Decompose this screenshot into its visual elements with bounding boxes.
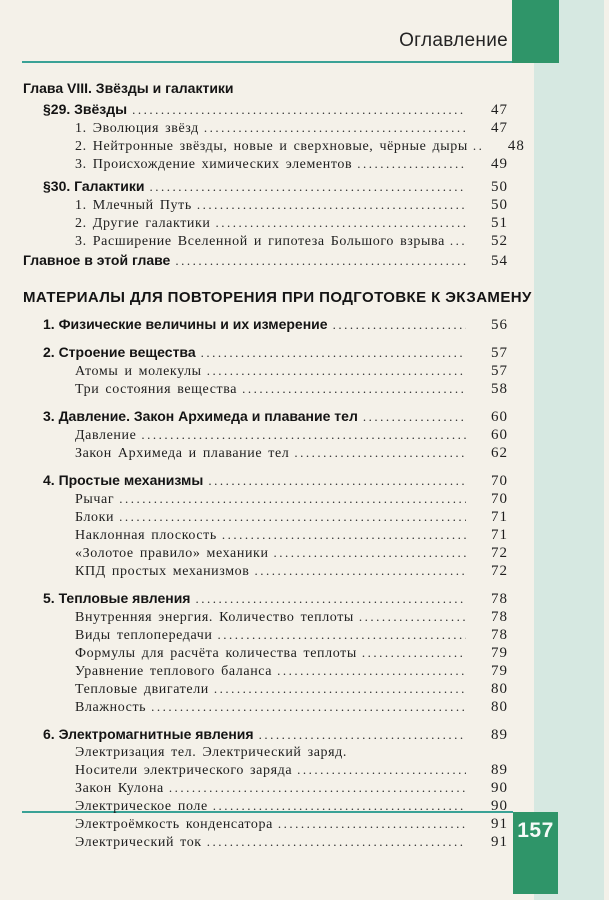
toc-row (23, 780, 508, 797)
toc-row (23, 834, 508, 851)
dot-leader (197, 197, 466, 214)
toc-row (23, 726, 508, 744)
dot-leader (278, 816, 466, 833)
toc-row (23, 252, 508, 270)
page-edge-strip (534, 0, 604, 900)
toc-entry-page: 47 (491, 102, 508, 118)
toc-entry-label: Электрическое поле (75, 799, 208, 814)
toc-row (23, 472, 508, 490)
dot-leader (119, 491, 466, 508)
toc-entry-page: 78 (491, 609, 508, 625)
toc-entry-label: Формулы для расчёта количества теплоты (75, 646, 357, 661)
toc-entry-page: 60 (491, 409, 508, 425)
toc-entry-page: 80 (491, 699, 508, 715)
toc-row (23, 527, 508, 544)
dot-leader (333, 317, 466, 334)
dot-leader (119, 509, 466, 526)
table-of-contents (23, 80, 532, 851)
dot-leader (363, 409, 466, 426)
toc-entry-label: 3. Расширение Вселенной и гипотеза Большого взрыва (75, 234, 445, 249)
toc-row (23, 80, 508, 96)
header-rule (22, 61, 512, 63)
toc-entry-label: §30. Галактики (43, 178, 145, 194)
dot-leader (473, 138, 483, 155)
toc-row (23, 445, 508, 462)
toc-entry-label: 4. Простые механизмы (43, 472, 204, 488)
toc-entry-label: 3. Происхождение химических элементов (75, 157, 353, 172)
toc-entry-label: 5. Тепловые явления (43, 590, 191, 606)
toc-entry-label: МАТЕРИАЛЫ ДЛЯ ПОВТОРЕНИЯ ПРИ ПОДГОТОВКЕ К ЭКЗАМЕНУ (23, 289, 532, 306)
toc-entry-label: 6. Электромагнитные явления (43, 726, 254, 742)
toc-entry-label: Внутренняя энергия. Количество теплоты (75, 610, 354, 625)
toc-entry-page: 71 (491, 509, 508, 525)
toc-entry-page: 49 (491, 156, 508, 172)
toc-entry-label: Три состояния вещества (75, 382, 238, 397)
dot-leader (297, 762, 466, 779)
toc-row (23, 101, 508, 119)
toc-entry-label: Рычаг (75, 492, 115, 507)
toc-row (23, 798, 508, 815)
toc-entry-page: 72 (491, 563, 508, 579)
toc-row (23, 344, 508, 362)
dot-leader (362, 645, 466, 662)
toc-entry-page: 48 (507, 138, 525, 154)
toc-row (23, 627, 508, 644)
toc-row (23, 590, 508, 608)
dot-leader (357, 156, 466, 173)
dot-leader (254, 563, 466, 580)
toc-entry-label: Влажность (75, 700, 147, 715)
exam-heading (23, 289, 532, 306)
toc-entry-label: Атомы и молекулы (75, 364, 202, 379)
toc-entry-page: 50 (491, 197, 508, 213)
toc-row (23, 427, 508, 444)
corner-tab-top (512, 0, 559, 63)
toc-row (23, 545, 508, 562)
toc-entry-label: Тепловые двигатели (75, 682, 209, 697)
dot-leader (450, 233, 466, 250)
toc-entry-label: «Золотое правило» механики (75, 546, 269, 561)
dot-leader (151, 699, 466, 716)
dot-leader (259, 727, 466, 744)
toc-row (23, 381, 508, 398)
toc-row (23, 197, 508, 214)
page-number: 157 (517, 819, 554, 842)
toc-entry-label: Блоки (75, 510, 115, 525)
toc-entry-page: 80 (491, 681, 508, 697)
toc-entry-label: 3. Давление. Закон Архимеда и плавание тел (43, 408, 358, 424)
toc-entry-page: 47 (491, 120, 508, 136)
dot-leader (207, 834, 466, 851)
toc-entry-label: Уравнение теплового баланса (75, 664, 273, 679)
toc-row (23, 609, 508, 626)
toc-entry-page: 90 (491, 780, 508, 796)
toc-entry-label: Носители электрического заряда (75, 763, 293, 778)
toc-row (23, 233, 508, 250)
toc-entry-page: 91 (491, 834, 508, 850)
toc-entry-page: 57 (491, 363, 508, 379)
dot-leader (277, 663, 466, 680)
dot-leader (214, 681, 466, 698)
toc-entry-label: Электроёмкость конденсатора (75, 817, 273, 832)
toc-entry-page: 78 (491, 591, 508, 607)
toc-row (23, 745, 508, 761)
toc-entry-page: 58 (491, 381, 508, 397)
dot-leader (359, 609, 466, 626)
toc-entry-page: 56 (491, 317, 508, 333)
dot-leader (195, 591, 466, 608)
toc-row (23, 408, 508, 426)
toc-row (23, 816, 508, 833)
toc-entry-page: 90 (491, 798, 508, 814)
dot-leader (216, 215, 466, 232)
dot-leader (141, 427, 466, 444)
toc-entry-label: Виды теплопередачи (75, 628, 213, 643)
dot-leader (204, 120, 466, 137)
dot-leader (201, 345, 466, 362)
dot-leader (213, 798, 466, 815)
toc-entry-page: 54 (491, 253, 508, 269)
toc-row (23, 699, 508, 716)
toc-entry-page: 60 (491, 427, 508, 443)
toc-entry-label: §29. Звёзды (43, 101, 128, 117)
toc-entry-page: 72 (491, 545, 508, 561)
toc-entry-label: Электризация тел. Электрический заряд. (75, 745, 348, 760)
dot-leader (149, 179, 466, 196)
toc-entry-label: Главное в этой главе (23, 252, 171, 268)
toc-row (23, 563, 508, 580)
dot-leader (169, 780, 466, 797)
toc-entry-page: 51 (491, 215, 508, 231)
dot-leader (218, 627, 466, 644)
dot-leader (208, 473, 466, 490)
toc-entry-label: 1. Физические величины и их измерение (43, 316, 328, 332)
toc-entry-label: 2. Нейтронные звёзды, новые и сверхновые, чёрные дыры (75, 139, 468, 154)
dot-leader (274, 545, 466, 562)
dot-leader (222, 527, 466, 544)
toc-entry-label: 2. Другие галактики (75, 216, 211, 231)
toc-row (23, 663, 508, 680)
toc-entry-page: 79 (491, 663, 508, 679)
toc-row (23, 363, 508, 380)
toc-entry-page: 78 (491, 627, 508, 643)
toc-entry-label: Закон Архимеда и плавание тел (75, 446, 290, 461)
toc-entry-label: 1. Млечный Путь (75, 198, 192, 213)
toc-entry-label: Давление (75, 428, 137, 443)
dot-leader (132, 102, 466, 119)
toc-entry-page: 79 (491, 645, 508, 661)
toc-entry-page: 89 (491, 762, 508, 778)
toc-row (23, 491, 508, 508)
toc-entry-label: Наклонная плоскость (75, 528, 217, 543)
dot-leader (175, 253, 466, 270)
toc-row (23, 645, 508, 662)
toc-row (23, 215, 508, 232)
toc-entry-page: 57 (491, 345, 508, 361)
corner-tab-bottom (513, 812, 558, 894)
toc-row (23, 681, 508, 698)
page-header (0, 30, 508, 52)
toc-row (23, 509, 508, 526)
toc-row (23, 762, 508, 779)
toc-entry-page: 89 (491, 727, 508, 743)
toc-row (23, 316, 508, 334)
toc-row (23, 138, 525, 155)
toc-entry-label: 2. Строение вещества (43, 344, 196, 360)
toc-entry-page: 50 (491, 179, 508, 195)
page-title: Оглавление (399, 30, 508, 51)
toc-entry-page: 62 (491, 445, 508, 461)
toc-entry-page: 91 (491, 816, 508, 832)
toc-row (23, 120, 508, 137)
toc-entry-label: КПД простых механизмов (75, 564, 250, 579)
toc-entry-page: 70 (491, 491, 508, 507)
dot-leader (294, 445, 466, 462)
toc-entry-page: 71 (491, 527, 508, 543)
toc-row (23, 156, 508, 173)
toc-entry-page: 70 (491, 473, 508, 489)
dot-leader (242, 381, 466, 398)
dot-leader (207, 363, 466, 380)
toc-entry-label: Глава VIII. Звёзды и галактики (23, 80, 234, 96)
toc-entry-page: 52 (491, 233, 508, 249)
toc-entry-label: Электрический ток (75, 835, 202, 850)
toc-row (23, 178, 508, 196)
toc-entry-label: Закон Кулона (75, 781, 164, 796)
toc-entry-label: 1. Эволюция звёзд (75, 121, 199, 136)
